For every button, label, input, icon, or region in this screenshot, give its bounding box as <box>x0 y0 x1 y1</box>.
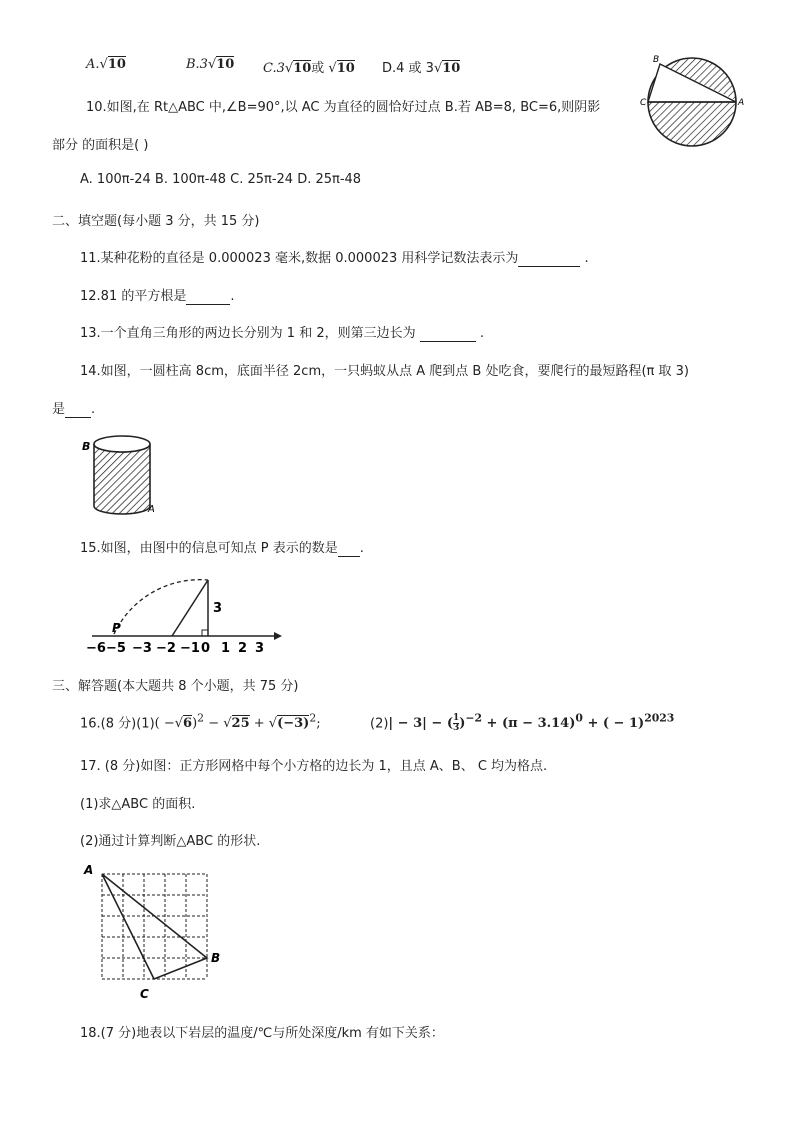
q10-label-b: B <box>653 55 660 65</box>
q15-point-p: P <box>112 621 121 635</box>
q9-option-c-radicand-1: 10 <box>293 61 312 76</box>
q17-grid <box>102 874 207 979</box>
q9-option-a: A.√10 <box>86 57 126 72</box>
q17-label-b: B <box>211 951 221 965</box>
q17-figure <box>82 862 232 1004</box>
q15-tick-label: −6 <box>86 641 106 656</box>
q9-option-a-radicand: 10 <box>107 57 126 72</box>
q9-option-c: C.3√10或 √10 <box>263 61 355 76</box>
q13 <box>80 322 484 342</box>
q14-label-a: A <box>148 504 155 515</box>
q9-option-c-letter: C.3 <box>263 61 285 76</box>
q15-tick-label: 0 <box>201 641 211 656</box>
q15-height-label: 3 <box>213 601 223 616</box>
section2-heading: 二、填空题(每小题 3 分，共 15 分) <box>52 214 260 229</box>
q15-tick-label: −5 <box>106 641 126 656</box>
q15-tick-label: 3 <box>255 641 265 656</box>
q15-arc <box>114 580 208 634</box>
q13-text: 13.一个直角三角形的两边长分别为 1 和 2，则第三边长为 <box>80 326 420 341</box>
q14-line2-text: 是 <box>52 402 66 417</box>
q16-part2: (2)| − 3| − ( $\frac{1}{3}$ )$^{-2} + (\pi - 3.14)^0$ + ( − 1)$^{2023}$ <box>370 712 675 734</box>
q15-tick-label: −2 <box>156 641 176 656</box>
q16-part2-label: (2) <box>370 716 389 732</box>
q15-figure <box>84 568 284 660</box>
q17-sub2: (2)通过计算判断△ABC 的形状. <box>80 834 261 849</box>
q15-tick-label: −1 <box>180 641 200 656</box>
q14-line2 <box>52 398 95 418</box>
q10-line2: 部分 的面积是( ) <box>52 138 149 153</box>
q15-tick-label: 1 <box>221 641 231 656</box>
section3-heading: 三、解答题(本大题共 8 个小题，共 75 分) <box>52 679 299 694</box>
q18: 18.(7 分)地表以下岩层的温度/℃与所处深度/km 有如下关系： <box>80 1026 444 1041</box>
q10-label-a: A <box>738 98 745 108</box>
q9-option-b-radicand: 10 <box>216 57 235 72</box>
q16-label: 16.(8 分)(1) <box>80 716 155 732</box>
q15-tick-label: 2 <box>238 641 248 656</box>
q14-cylinder-body <box>94 444 150 514</box>
q12-end: . <box>230 289 235 304</box>
q17-triangle <box>102 874 207 979</box>
q9-option-c-radicand-2: 10 <box>336 61 355 76</box>
q10-label-c: C <box>640 98 647 108</box>
q16 <box>80 712 321 731</box>
q12 <box>80 285 235 305</box>
q9-option-d: D.4 或 3√10 <box>382 61 461 76</box>
q9-option-a-letter: A. <box>86 57 100 72</box>
q15-hypotenuse <box>172 580 208 636</box>
q17-label-c: C <box>140 987 149 1001</box>
q11 <box>80 247 589 267</box>
q11-text: 11.某种花粉的直径是 0.000023 毫米,数据 0.000023 用科学记数法表示为 <box>80 251 519 266</box>
q15-end: . <box>359 541 364 556</box>
q14-end: . <box>91 402 96 417</box>
q17-label-a: A <box>84 863 94 877</box>
q10-options: A. 100π-24 B. 100π-48 C. 25π-24 D. 25π-48 <box>80 172 362 187</box>
q13-answer-blank[interactable] <box>420 326 476 342</box>
q14-answer-blank[interactable] <box>65 402 91 418</box>
q15-right-angle-mark <box>202 630 208 636</box>
q15-answer-blank[interactable] <box>338 541 360 557</box>
q14-label-b: B <box>82 440 91 453</box>
q16-part1: ( $-√6)^2 - √25 + √(-3)^2$; <box>154 712 321 732</box>
q10-line1: 10.如图,在 Rt△ABC 中,∠B=90°,以 AC 为直径的圆恰好过点 B.若 AB=8, BC=6,则阴影 <box>86 100 601 115</box>
q9-option-b: B.3√10 <box>186 57 235 72</box>
q13-end: . <box>475 326 485 341</box>
q15-tick-label: −3 <box>132 641 152 656</box>
q15 <box>80 537 364 557</box>
q9-option-d-prefix: D.4 或 3 <box>382 61 434 76</box>
q12-text: 12.81 的平方根是 <box>80 289 187 304</box>
q14-figure <box>82 430 162 520</box>
q11-answer-blank[interactable] <box>518 251 580 267</box>
q15-text: 15.如图，由图中的信息可知点 P 表示的数是 <box>80 541 338 556</box>
q14-cylinder-top <box>94 436 150 452</box>
q11-end: . <box>580 251 589 266</box>
q10-figure <box>640 50 745 155</box>
q17-sub1: (1)求△ABC 的面积. <box>80 797 196 812</box>
q9-option-d-radicand: 10 <box>442 61 461 76</box>
q9-option-b-letter: B.3 <box>186 57 208 72</box>
q9-option-c-or: 或 <box>311 61 325 76</box>
q17-line1: 17. (8 分)如图：正方形网格中每个小方格的边长为 1，且点 A、B、 C 均为格点. <box>80 759 548 774</box>
q12-answer-blank[interactable] <box>186 289 230 305</box>
q14-line1: 14.如图，一圆柱高 8cm，底面半径 2cm，一只蚂蚁从点 A 爬到点 B 处吃食，要爬行的最短路程(π 取 3) <box>80 364 689 379</box>
q15-arrow-icon <box>274 632 282 640</box>
q15-tick-labels <box>86 641 264 656</box>
